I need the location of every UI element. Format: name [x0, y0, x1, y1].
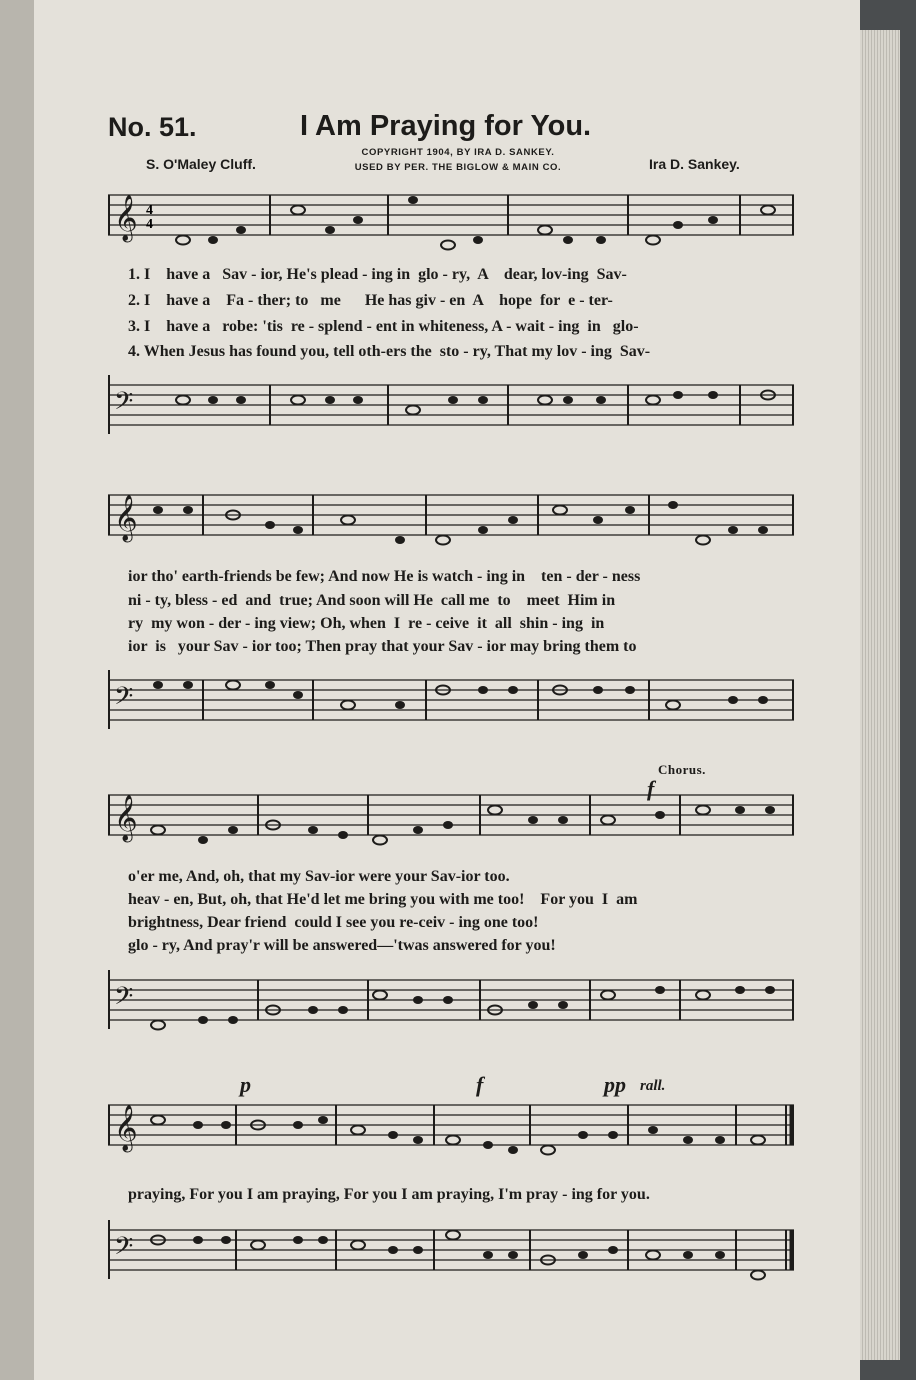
lyric-line: ior is your Sav - ior too; Then pray that your Sav - ior may bring them to	[128, 638, 637, 655]
svg-text:𝄞: 𝄞	[114, 195, 138, 240]
lyric-line: praying, For you I am praying, For you I am praying, I'm pray - ing for you.	[128, 1186, 650, 1203]
svg-text:𝄞: 𝄞	[114, 495, 138, 540]
hymn-number: No. 51.	[108, 112, 197, 142]
bass-staff-2	[108, 665, 794, 737]
svg-text:𝄞: 𝄞	[114, 795, 138, 840]
svg-text:𝄞: 𝄞	[114, 1105, 138, 1150]
svg-text:𝄢: 𝄢	[114, 983, 134, 1016]
treble-staff-3	[108, 785, 794, 857]
composer: Ira D. Sankey.	[649, 156, 740, 172]
lyric-line: ry my won - der - ing view; Oh, when I re - ceive it all shin - ing in	[128, 615, 605, 632]
forte-marking: f	[647, 776, 655, 801]
lyric-line: ior tho' earth-friends be few; And now He is watch - ing in ten - der - ness	[128, 568, 641, 585]
page-stack-edge	[860, 30, 900, 1360]
left-page-edge	[0, 0, 34, 1380]
piano-marking: p	[240, 1072, 251, 1097]
lyric-line: o'er me, And, oh, that my Sav-ior were your Sav-ior too.	[128, 868, 510, 885]
treble-staff-4	[108, 1095, 794, 1167]
bass-staff-1	[108, 370, 794, 436]
copyright-line: COPYRIGHT 1904, BY IRA D. SANKEY.	[361, 147, 555, 158]
pianissimo-marking: pp	[604, 1072, 626, 1097]
svg-text:𝄢: 𝄢	[114, 1233, 134, 1266]
forte-marking: f	[476, 1072, 484, 1097]
treble-staff-1	[108, 185, 794, 257]
bass-staff-4	[108, 1215, 794, 1287]
lyric-line: 1. I have a Sav - ior, He's plead - ing in glo - ry, A dear, lov-ing Sav-	[128, 266, 627, 283]
bass-staff-3	[108, 965, 794, 1037]
lyric-line: glo - ry, And pray'r will be answered—'twas answered for you!	[128, 937, 556, 954]
rall-marking: rall.	[640, 1078, 666, 1094]
lyric-line: 2. I have a Fa - ther; to me He has giv - en A hope for e - ter-	[128, 292, 613, 309]
lyric-line: 3. I have a robe: 'tis re - splend - ent in whiteness, A - wait - ing in glo-	[128, 318, 639, 335]
svg-text:𝄢: 𝄢	[114, 388, 134, 421]
svg-text:4: 4	[146, 203, 153, 218]
lyric-line: 4. When Jesus has found you, tell oth-ers the sto - ry, That my lov - ing Sav-	[128, 343, 651, 360]
svg-text:4: 4	[146, 217, 153, 232]
lyricist: S. O'Maley Cluff.	[146, 156, 256, 172]
treble-staff-2	[108, 485, 794, 557]
chorus-label: Chorus.	[658, 762, 706, 777]
svg-text:𝄢: 𝄢	[114, 683, 134, 716]
lyric-line: ni - ty, bless - ed and true; And soon will He call me to meet Him in	[128, 592, 616, 609]
permission-line: USED BY PER. THE BIGLOW & MAIN CO.	[354, 162, 562, 173]
lyric-line: brightness, Dear friend could I see you re-ceiv - ing one too!	[128, 914, 539, 931]
hymn-title: I Am Praying for You.	[300, 110, 592, 142]
lyric-line: heav - en, But, oh, that He'd let me bring you with me too! For you I am	[128, 891, 638, 908]
